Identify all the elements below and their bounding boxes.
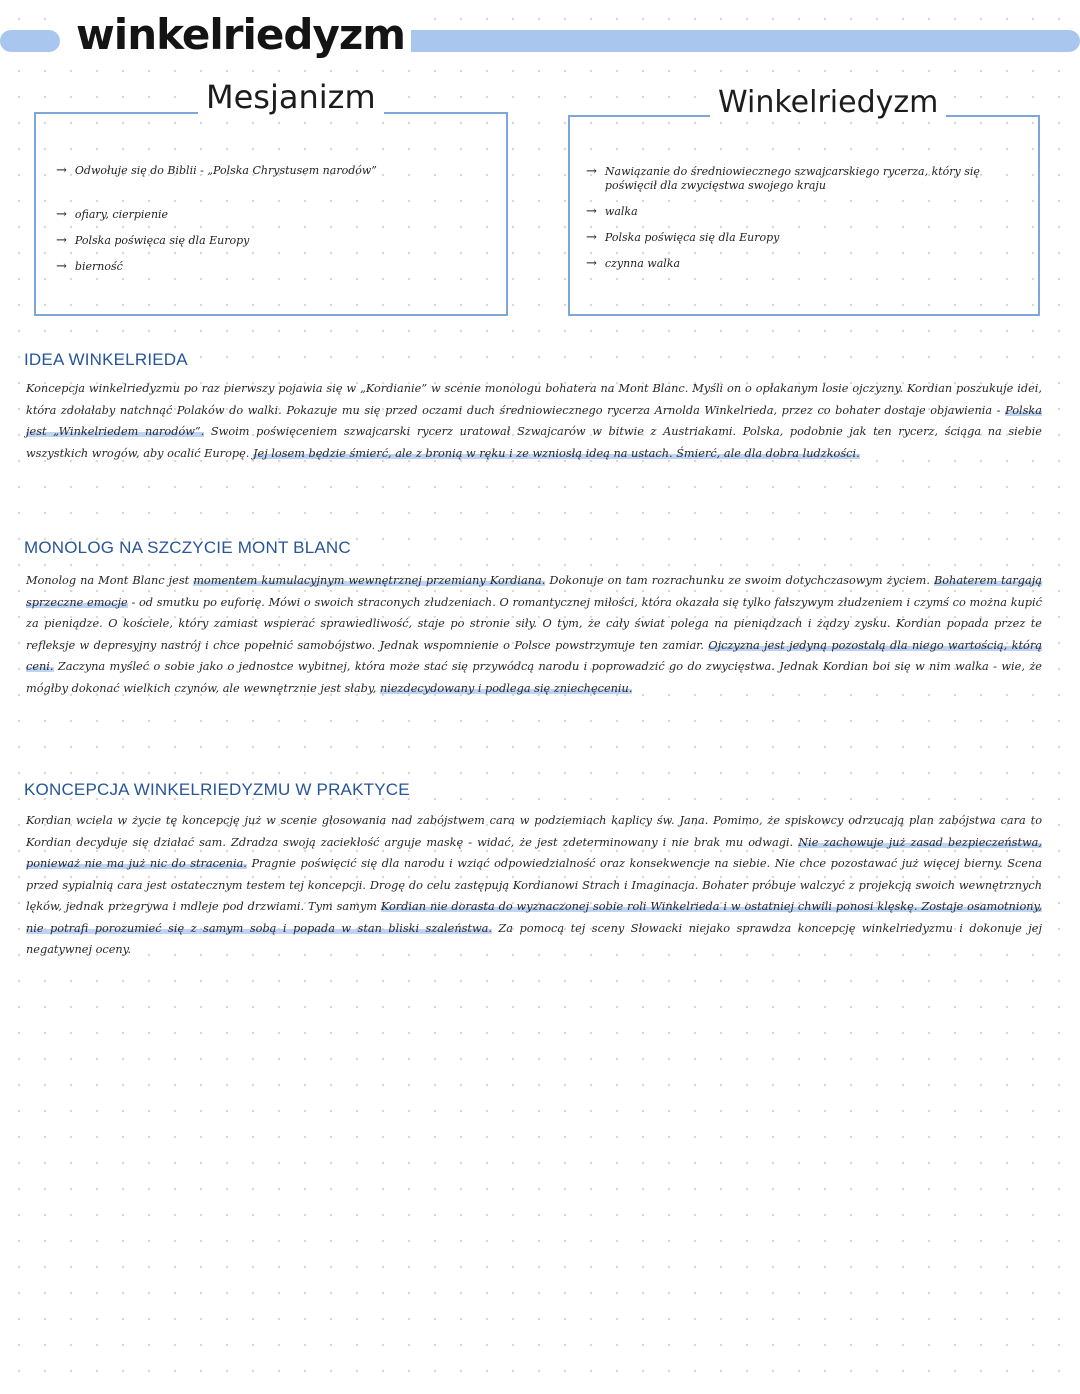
list-item: [586, 165, 1031, 193]
section-paragraph-idea: [26, 378, 1042, 464]
highlighted-text: momentem kumulacyjnym wewnętrznej przemiany Kordiana.: [193, 574, 546, 587]
list-item-text: bierność: [74, 260, 123, 273]
header-accent-bar-right: [352, 30, 1080, 52]
list-item: [56, 260, 496, 274]
list-item: [586, 257, 1031, 271]
section-paragraph-koncepcja: [26, 810, 1042, 961]
text-segment: Zaczyna myśleć o sobie jako o jednostce wybitnej, która może stać się przywódcą narodu i poprowadzić go do zwycięstwa. Jednak Kordian boi się w nim walka - wie, że mógłby dokonać wielkich czynów, ale wewnętrznie jest słaby,: [26, 660, 1042, 695]
arrow-right-icon: →: [586, 230, 597, 245]
list-item: [586, 231, 1031, 245]
text-segment: Kordian wciela w życie tę koncepcję już w scenie głosowania nad zabójstwem cara w podziemiach kaplicy św. Jana. Pomimo, że spiskowcy odrzucają plan zabójstwa cara to Kordian decyduje się działać sam. Zdradza swoją zaciekłość arguje maskę - widać, że jest zdeterminowany i nie brak mu odwagi.: [26, 814, 1042, 849]
winkelriedyzm-box: [568, 85, 1040, 316]
highlighted-text: Bohaterem targają sprzeczne emocje: [26, 574, 1042, 609]
page-title: winkelriedyzm: [70, 10, 411, 59]
arrow-right-icon: →: [56, 233, 67, 248]
section-heading-idea: IDEA WINKELRIEDA: [24, 350, 188, 369]
list-item-text: ofiary, cierpienie: [74, 208, 169, 221]
winkelriedyzm-list: [586, 165, 1031, 283]
arrow-right-icon: →: [56, 163, 67, 178]
section-heading-koncepcja: KONCEPCJA WINKELRIEDYZMU W PRAKTYCE: [24, 780, 410, 799]
arrow-right-icon: →: [56, 259, 67, 274]
section-heading-monolog: MONOLOG NA SZCZYCIE MONT BLANC: [24, 538, 351, 557]
arrow-right-icon: →: [586, 256, 597, 271]
arrow-right-icon: →: [586, 204, 597, 219]
highlighted-text: Polska jest „Winkelriedem narodów”.: [26, 403, 1042, 438]
list-item-text: Polska poświęca się dla Europy: [604, 231, 780, 244]
text-segment: Dokonuje on tam rozrachunku ze swoim dotychczasowym życiem.: [545, 574, 934, 587]
highlighted-text: niezdecydowany i podlega się zniechęceniu.: [379, 681, 633, 695]
arrow-right-icon: →: [56, 207, 67, 222]
highlighted-text: Nie zachowuje już zasad bezpieczeństwa, ponieważ nie ma już nic do stracenia.: [26, 835, 1042, 870]
list-item: [56, 234, 496, 248]
text-segment: Monolog na Mont Blanc jest: [26, 574, 194, 587]
list-item-text: czynna walka: [604, 257, 681, 270]
highlighted-text: Ojczyzna jest jedyną pozostałą dla niego wartością, którą ceni.: [26, 638, 1042, 673]
mesjanizm-box: [34, 78, 508, 316]
text-segment: Za pomocą tej sceny Słowacki niejako sprawdza koncepcję winkelriedyzmu i dokonuje jej negatywnej oceny.: [26, 921, 1042, 956]
list-item: [56, 164, 496, 178]
arrow-right-icon: →: [586, 164, 597, 179]
header-accent-bar-left: [0, 30, 60, 52]
mesjanizm-box-title: Mesjanizm: [198, 78, 384, 116]
list-item-text: Polska poświęca się dla Europy: [74, 234, 250, 247]
text-segment: Pragnie poświęcić się dla narodu i wziąć odpowiedzialność oraz konsekwencje na siebie. Nie chce pozostawać już więcej bierny. Scena przed sypialnią cara jest ostatecznym testem tej koncepcji. Drogę do celu zastępują Kordianowi Strach i Imaginacja. Bohater próbuje walczyć z projekcją swoich wewnętrznych lęków, jednak przegrywa i mdleje pod drzwiami. Tym samym: [26, 857, 1042, 913]
list-item: [586, 205, 1031, 219]
text-segment: - od smutku po euforię. Mówi o swoich straconych złudzeniach. O romantycznej miłości, która okazała się tylko fałszywym złudzeniem i czymś co można kupić za pieniądze. O kościele, który zamiast wspierać sprawiedliwość, staje po stronie siły. O tym, że cały świat polega na pieniądzach i żądzy zysku. Kordian popada przez te refleksje w depresyjny nastrój i chce popełnić samobójstwo. Jednak wspomnienie o Polsce powstrzymuje ten zamiar.: [26, 595, 1042, 652]
list-item-text: Odwołuje się do Biblii - „Polska Chrystusem narodów”: [74, 164, 377, 177]
list-item: [56, 208, 496, 222]
highlighted-text: Jej losem będzie śmierć, ale z bronią w ręku i ze wzniosłą ideą na ustach. Śmierć, ale dla dobra ludzkości.: [252, 446, 860, 460]
list-item-text: Nawiązanie do średniowiecznego szwajcarskiego rycerza, który się poświęcił dla zwycięstwa swojego kraju: [604, 165, 980, 192]
text-segment: Swoim poświęceniem szwajcarski rycerz uratował Szwajcarów w bitwie z Austriakami. Polska, podobnie jak ten rycerz, ściąga na siebie wszystkich wrogów, aby ocalić Europę.: [26, 425, 1042, 460]
highlighted-text: Kordian nie dorasta do wyznaczonej sobie roli Winkelrieda i w ostatniej chwili ponosi klęskę. Zostaje osamotniony, nie potrafi porozumieć się z samym sobą i popada w stan bliski szaleństwa.: [26, 900, 1042, 935]
section-paragraph-monolog: [26, 570, 1042, 699]
list-item-text: walka: [604, 205, 638, 218]
winkelriedyzm-box-title: Winkelriedyzm: [710, 85, 946, 120]
text-segment: Koncepcja winkelriedyzmu po raz pierwszy pojawia się w „Kordianie” w scenie monologu bohatera na Mont Blanc. Myśli on o opłakanym losie ojczyzny. Kordian poszukuje idei, która zdołałaby natchnąć Polaków do walki. Pokazuje mu się przed oczami duch średniowiecznego rycerza Arnolda Winkelrieda, przez co bohater dostaje objawienia -: [26, 382, 1042, 417]
mesjanizm-list: [56, 164, 496, 286]
